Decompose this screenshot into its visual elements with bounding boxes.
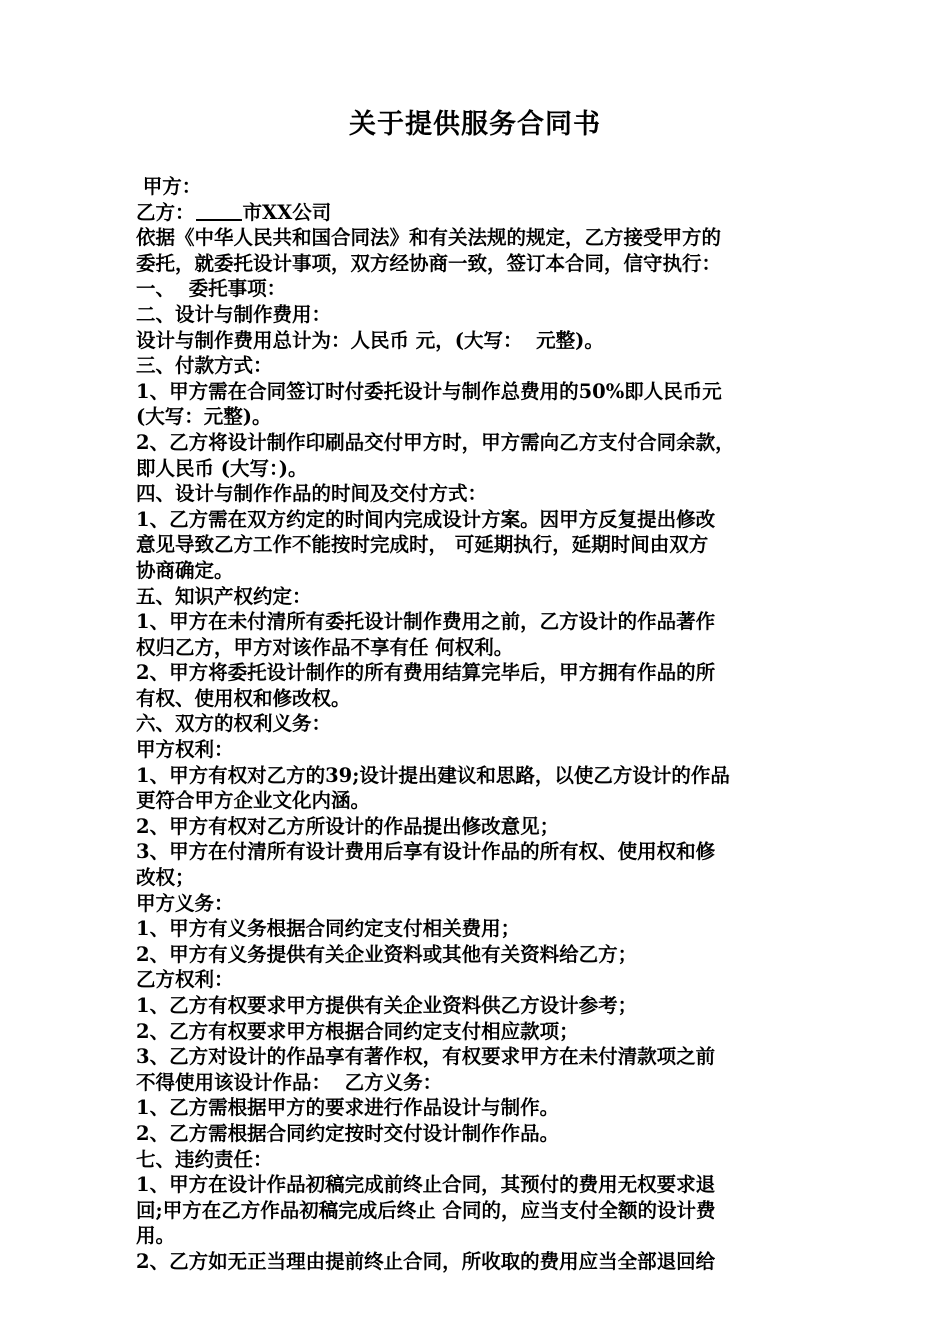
contract-line: 3、甲方在付清所有设计费用后享有设计作品的所有权、使用权和修 bbox=[136, 840, 716, 864]
contract-line: 2、乙方需根据合同约定按时交付设计制作作品。 bbox=[136, 1121, 560, 1145]
party-b-blank bbox=[196, 201, 242, 221]
contract-lines bbox=[136, 225, 826, 1274]
contract-line: 1、甲方有权对乙方的39;设计提出建议和思路，以使乙方设计的作品 bbox=[136, 763, 730, 787]
contract-line: 2、甲方将委托设计制作的所有费用结算完毕后，甲方拥有作品的所 bbox=[136, 661, 716, 685]
contract-line: 2、甲方有权对乙方所设计的作品提出修改意见； bbox=[136, 814, 560, 838]
contract-line: 二、设计与制作费用： bbox=[136, 302, 332, 326]
contract-line: 依据《中华人民共和国合同法》和有关法规的规定，乙方接受甲方的 bbox=[136, 226, 722, 250]
contract-line: 六、双方的权利义务： bbox=[136, 712, 332, 736]
contract-line: 意见导致乙方工作不能按时完成时， 可延期执行，延期时间由双方 bbox=[136, 533, 709, 557]
document-title: 关于提供服务合同书 bbox=[349, 109, 601, 140]
contract-line: 一、 委托事项： bbox=[136, 277, 287, 301]
contract-line: 1、甲方在未付清所有委托设计制作费用之前，乙方设计的作品著作 bbox=[136, 610, 716, 634]
contract-line: 1、甲方需在合同签订时付委托设计与制作总费用的50%即人民币元 bbox=[136, 379, 722, 403]
contract-body bbox=[136, 174, 826, 1275]
contract-line: 1、甲方在设计作品初稿完成前终止合同，其预付的费用无权要求退 bbox=[136, 1173, 716, 1197]
contract-line: 五、知识产权约定： bbox=[136, 584, 312, 608]
contract-line: 2、乙方有权要求甲方根据合同约定支付相应款项； bbox=[136, 1019, 579, 1043]
contract-line: 更符合甲方企业文化内涵。 bbox=[136, 789, 371, 813]
contract-line: 甲方义务： bbox=[136, 891, 234, 915]
contract-line: 七、违约责任： bbox=[136, 1147, 273, 1171]
contract-line: 1、乙方需在双方约定的时间内完成设计方案。因甲方反复提出修改 bbox=[136, 507, 716, 531]
contract-line: 有权、使用权和修改权。 bbox=[136, 686, 351, 710]
contract-line: 四、设计与制作作品的时间及交付方式： bbox=[136, 482, 488, 506]
contract-line: 2、乙方如无正当理由提前终止合同，所收取的费用应当全部退回给 bbox=[136, 1249, 716, 1273]
contract-line: 即人民币 (大写：)。 bbox=[136, 456, 308, 480]
contract-line: 甲方权利： bbox=[136, 738, 234, 762]
party-a-line: 甲方： bbox=[136, 175, 202, 198]
contract-line: 改权； bbox=[136, 866, 195, 890]
contract-line: 设计与制作费用总计为：人民币 元，(大写： 元整)。 bbox=[136, 328, 604, 352]
contract-line: 1、乙方需根据甲方的要求进行作品设计与制作。 bbox=[136, 1096, 560, 1120]
party-b-suffix: 市XX公司 bbox=[242, 200, 332, 224]
party-b-line bbox=[136, 200, 826, 226]
contract-line: 三、付款方式： bbox=[136, 354, 273, 378]
contract-line: 2、甲方有义务提供有关企业资料或其他有关资料给乙方； bbox=[136, 942, 638, 966]
contract-line: 不得使用该设计作品： 乙方义务： bbox=[136, 1070, 443, 1094]
contract-line: 2、乙方将设计制作印刷品交付甲方时，甲方需向乙方支付合同余款， bbox=[136, 430, 735, 454]
contract-line: 委托，就委托设计事项，双方经协商一致，签订本合同，信守执行： bbox=[136, 251, 722, 275]
contract-line: 回;甲方在乙方作品初稿完成后终止 合同的，应当支付全额的设计费 bbox=[136, 1198, 716, 1222]
contract-line: 乙方权利： bbox=[136, 968, 234, 992]
contract-line: 权归乙方，甲方对该作品不享有任 何权利。 bbox=[136, 635, 514, 659]
contract-line: 3、乙方对设计的作品享有著作权，有权要求甲方在未付清款项之前 bbox=[136, 1045, 716, 1069]
contract-line: (大写：元整)。 bbox=[136, 405, 272, 429]
contract-line: 1、甲方有义务根据合同约定支付相关费用； bbox=[136, 917, 521, 941]
contract-line: 协商确定。 bbox=[136, 558, 234, 582]
party-b-prefix: 乙方： bbox=[136, 200, 195, 224]
contract-line: 用。 bbox=[136, 1224, 176, 1248]
contract-line: 1、乙方有权要求甲方提供有关企业资料供乙方设计参考； bbox=[136, 994, 638, 1017]
